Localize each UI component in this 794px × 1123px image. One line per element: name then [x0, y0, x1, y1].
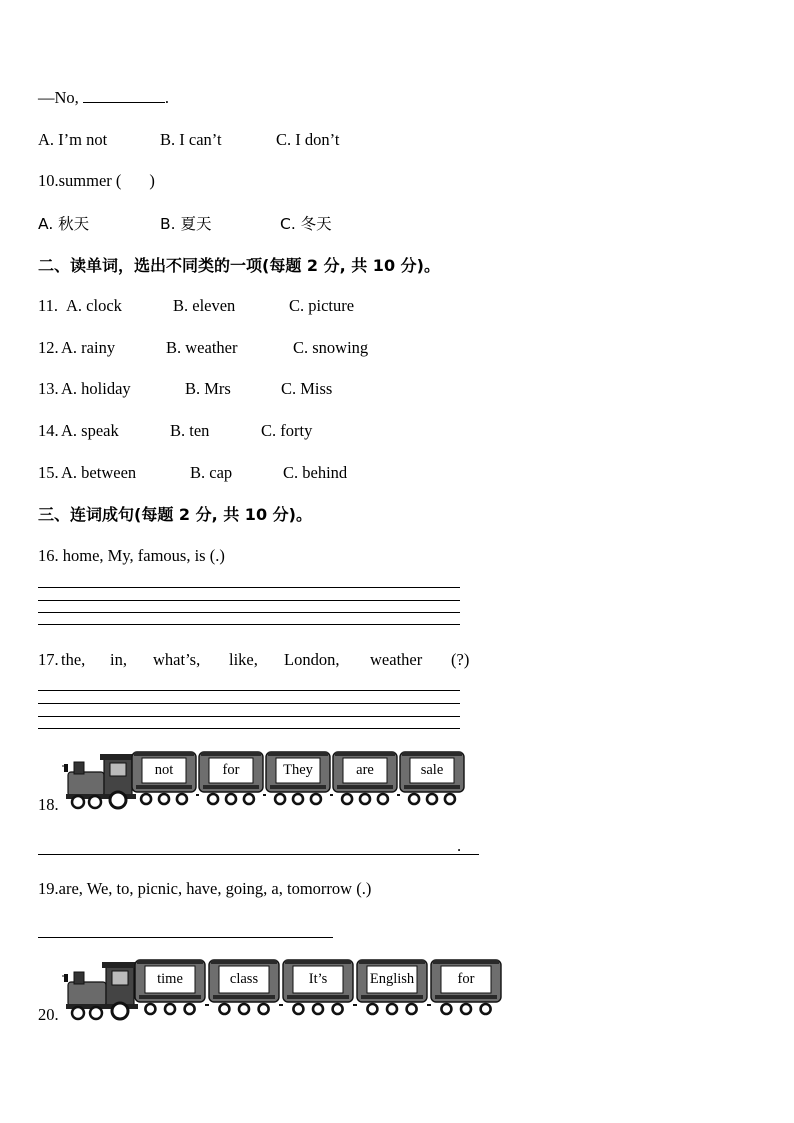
q18-word: are [356, 762, 374, 778]
wheel-icon [441, 1004, 451, 1014]
q13-option-c: C. Miss [281, 379, 333, 398]
wheel-icon [407, 1004, 417, 1014]
wheel-icon [378, 794, 388, 804]
q18-number: 18. [38, 795, 59, 814]
train-engine-icon [62, 962, 138, 1019]
q20-word: class [229, 971, 259, 987]
q20-car [135, 960, 209, 1014]
q15-option-b: B. cap [190, 463, 233, 482]
wheel-icon [165, 1004, 175, 1014]
q9-prompt-prefix: —No, [38, 88, 79, 107]
q9-option-a: A. I’m not [38, 130, 108, 149]
q9-option-b: B. I can’t [160, 130, 222, 149]
q17-word: (?) [451, 650, 470, 669]
q10-prompt-close: ) [149, 171, 155, 190]
wheel-icon [177, 794, 187, 804]
wheel-icon [293, 794, 303, 804]
q20-car [283, 960, 357, 1014]
q17-word: the, [61, 650, 86, 669]
q17-word: London, [284, 650, 340, 669]
q15-number: 15. [38, 463, 59, 482]
q11-option-c: C. picture [289, 296, 355, 315]
q14-option-b: B. ten [170, 421, 210, 440]
q9-prompt [38, 88, 169, 108]
wheel-icon [461, 1004, 471, 1014]
q9-option-c: C. I don’t [276, 130, 340, 149]
q10-option-a: A. 秋天 [38, 215, 90, 233]
q11-option-a: A. clock [66, 296, 122, 315]
q20-car [357, 960, 431, 1014]
q20-number: 20. [38, 1005, 59, 1024]
q12-option-a: A. rainy [61, 338, 116, 357]
wheel-icon [226, 794, 236, 804]
q18-car [132, 752, 199, 804]
q20-train [60, 956, 504, 1022]
q20-word: time [157, 971, 183, 987]
q19-prompt: 19.are, We, to, picnic, have, going, a, tomorrow (.) [38, 879, 372, 898]
q19-answer-line[interactable] [38, 937, 333, 938]
q10-option-c: C. 冬天 [280, 215, 332, 233]
q12-option-c: C. snowing [293, 338, 369, 357]
q10-option-b: B. 夏天 [160, 215, 212, 233]
q11-number: 11. [38, 296, 59, 315]
wheel-icon [159, 794, 169, 804]
wheel-icon [275, 794, 285, 804]
wheel-icon [481, 1004, 491, 1014]
wheel-icon [367, 1004, 377, 1014]
q20-car [209, 960, 283, 1014]
q17-word: like, [229, 650, 258, 669]
wheel-icon [360, 794, 370, 804]
q18-word: for [222, 762, 240, 778]
wheel-icon [239, 1004, 249, 1014]
wheel-icon [293, 1004, 303, 1014]
wheel-icon [333, 1004, 343, 1014]
q17-word: what’s, [153, 650, 201, 669]
wheel-icon [445, 794, 455, 804]
train-engine-icon [62, 754, 136, 808]
q20-word: for [457, 971, 475, 987]
q18-word: not [154, 762, 174, 778]
q14-number: 14. [38, 421, 59, 440]
wheel-icon [185, 1004, 195, 1014]
q9-prompt-suffix: . [164, 88, 170, 107]
wheel-icon [208, 794, 218, 804]
q18-car [400, 752, 464, 804]
q12-option-b: B. weather [166, 338, 238, 357]
q18-car [333, 752, 400, 804]
wheel-icon [342, 794, 352, 804]
section3-heading: 三、连词成句(每题 2 分, 共 10 分)。 [38, 505, 312, 524]
q20-word: English [369, 971, 415, 987]
q20-word: It’s [308, 971, 328, 987]
wheel-icon [311, 794, 321, 804]
q10-prompt [38, 171, 155, 191]
wheel-icon [219, 1004, 229, 1014]
q18-answer-line[interactable] [38, 854, 479, 855]
section2-heading: 二、读单词，选出不同类的一项(每题 2 分, 共 10 分)。 [38, 256, 440, 275]
wheel-icon [313, 1004, 323, 1014]
q17-number: 17. [38, 650, 59, 669]
wheel-icon [244, 794, 254, 804]
q15-option-a: A. between [61, 463, 137, 482]
q18-end-mark: . [457, 836, 462, 855]
q14-option-c: C. forty [261, 421, 313, 440]
wheel-icon [145, 1004, 155, 1014]
q20-car [431, 960, 501, 1014]
wheel-icon [387, 1004, 397, 1014]
wheel-icon [141, 794, 151, 804]
q10-prompt-text: 10.summer ( [38, 171, 122, 190]
q18-car [266, 752, 333, 804]
q17-word: weather [370, 650, 423, 669]
wheel-icon [409, 794, 419, 804]
q17-word: in, [110, 650, 127, 669]
q18-car [199, 752, 266, 804]
q18-word: They [283, 762, 313, 778]
q16-prompt: 16. home, My, famous, is (.) [38, 546, 225, 565]
q13-number: 13. [38, 379, 59, 398]
q13-option-a: A. holiday [61, 379, 131, 398]
wheel-icon [427, 794, 437, 804]
q9-answer-blank[interactable] [83, 88, 165, 103]
q13-option-b: B. Mrs [185, 379, 231, 398]
wheel-icon [259, 1004, 269, 1014]
q14-option-a: A. speak [61, 421, 119, 440]
q18-word: sale [420, 762, 444, 778]
q11-option-b: B. eleven [173, 296, 236, 315]
q18-train [60, 748, 470, 810]
q12-number: 12. [38, 338, 59, 357]
q15-option-c: C. behind [283, 463, 348, 482]
